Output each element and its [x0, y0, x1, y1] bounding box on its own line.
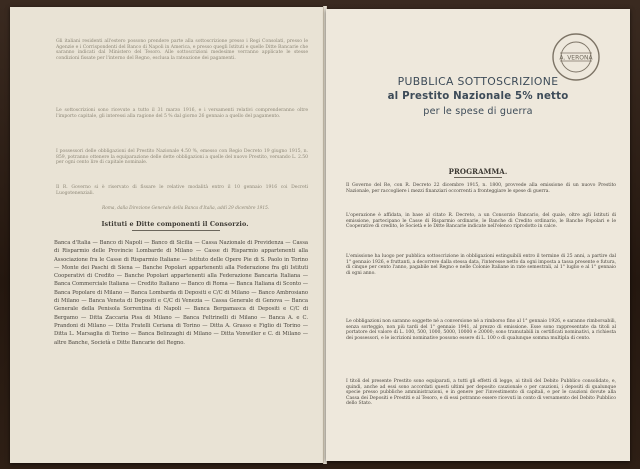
signature-line: Roma, dalla Direzione Generale della Banca d'Italia, addì 29 dicembre 1915. — [102, 206, 270, 211]
document-title: PUBBLICA SOTTOSCRIZIONE — [397, 75, 559, 88]
consortium-members-text: Banca d'Italia — Banco di Napoli — Banco di Sicilia — Cassa Nazionale di Previdenza — Cassa di Risparmio delle Provincie Lombarde di Milano — Casse di Risparmio appartenenti alla Associazione fra le Casse di Risparmio Italiane — Istituto delle Opere Pie di S. Paolo in Torino — Monte dei Paschi di Siena — Banche Popolari appartenenti alla Federazione fra gli Istituti Cooperativi di Credito — Banche Popolari appartenenti alla Federazione Bancaria Italiana — Banca Commerciale Italiana — Credito Italiano — Banco di Roma — Banca Italiana di Sconto — Banca Popolare di Milano — Banca Lombarda di Depositi e C/C di Milano — Banco Ambrosiano di Milano — Banca Veneta di Depositi e C/C di Venezia — Cassa Generale di Genova — Banca Generale della Penisola Sorrentina di Napoli — Banca Bergamasca di Depositi e C/C di Bergamo — Ditta Zaccaria Pisa di Milano — Banca Feltrinelli di Milano — Banca A. e C. Prandoni di Milano — Ditta Fratelli Ceriana di Torino — Ditta A. Grasso e Figlio di Torino — Ditta L. Marsaglia di Torino — Banca Belinzaghi di Milano — Ditta Vonwiller e C. di Milano — altre Banche, Società e Ditte Bancarie del Regno. — [54, 240, 308, 346]
programma-paragraph-5: I titoli del presente Prestito sono equiparati, a tutti gli effetti di legge, ai titoli del Debito Pubblico consolidato, e, quindi, anche ad essi sono accordati questi ultimi per deposito cauzionale o per cauzioni, i depositi di qualunque specie presso pubbliche amministrazioni, e in genere per l'investimento di capitali, e per le cauzioni dovute alla Cassa dei Depositi e Prestiti e al Tesoro, e di essi potranno essere ricevuti in conto di versamento del Debito Pubblico dello Stato. — [346, 379, 616, 407]
government-paragraph: Il R. Governo si è riservato di fissare le relative modalità entro il 10 gennaio 1916 coi Decreti Luogotenenziali. — [56, 185, 308, 196]
programma-underline — [454, 177, 502, 178]
programma-paragraph-4: Le obbligazioni non saranno soggette né a conversione né a rimborso fino al 1° gennaio 1926, e saranno rimborsabili, senza sorteggio, non più tardi del 1° gennaio 1941, al prezzo di emissione. Esse sono rappresentate da titoli al portatore del valore di L. 100, 500, 1000, 5000, 10000 e 20000; sono tramutabili in certificati nominativi, a richiesta dei possessori, e le iscrizioni nominative possono essere di L. 100 o di qualunque somma multipla di cento. — [346, 319, 616, 341]
subscription-deadline-paragraph: Le sottoscrizioni sono ricevute a tutto il 31 marzo 1916, e i versamenti relativi comprenderanno oltre l'importo capitale, gli interessi alla ragione del 5 % dal giorno 26 gennaio a quello del pagamento. — [56, 108, 308, 119]
consortium-heading: Istituti e Ditte componenti il Consorzio. — [101, 220, 249, 228]
conversion-paragraph: I possessori delle obbligazioni del Prestito Nazionale 4.50 %, emesso con Regio Decreto 19 giugno 1915, n. 859, potranno ottenere la equiparazione delle dette obbligazioni a quelle del nuovo Prestito, versando L. 2.50 per ogni cento lire di capitale nominale. — [56, 149, 308, 166]
heading-underline — [132, 230, 220, 231]
left-page — [10, 7, 324, 463]
stamp-text: A. VERONA — [559, 54, 593, 62]
programma-heading: PROGRAMMA. — [448, 167, 508, 176]
programma-paragraph-2: L'operazione è affidata, in base al citato R. Decreto, a un Consorzio Bancario, del quale, oltre agli Istituti di emissione, partecipano le Casse di Risparmio ordinarie, le Banche di Credito ordinario, le Banche Popolari e le Cooperative di credito, le Società e le Ditte Bancarie indicate nell'elenco riprodotto in calce. — [346, 213, 616, 230]
programma-paragraph-1: Il Governo del Re, con R. Decreto 22 dicembre 1915, n. 1800, provvede alla emissione di un nuovo Prestito Nazionale, per raccogliere i mezzi finanziari occorrenti a fronteggiare le spese di guerra. — [346, 183, 616, 194]
right-page — [326, 9, 630, 461]
document-subtitle: al Prestito Nazionale 5% netto — [387, 91, 569, 102]
programma-paragraph-3: L'emissione ha luogo per pubblica sottoscrizione in obbligazioni estinguibili entro il termine di 25 anni, a partire dal 1° gennaio 1926, e fruttanti, a decorrere dalla stessa data, l'interesse netto da ogni imposta a tassa presente e futura, di cinque per cento l'anno, pagabile nel Regno e nelle Colonie Italiane in rate semestrali, al 1° luglio e al 1° gennaio di ogni anno. — [346, 254, 616, 276]
document-subtitle-2: per le spese di guerra — [423, 106, 533, 117]
intro-paragraph: Gli italiani residenti all'estero possono prendere parte alla sottoscrizione presso i Regi Consolati, presso le Agenzie e i Corrispondenti del Banco di Napoli in America, e presso quegli Istituti e quelle Ditte Bancarie che saranno indicati dal Ministero del Tesoro. Alle sottoscrizioni medesime verranno applicate le stesse condizioni fissate per l'interno del Regno, esclusa la rateazione dei pagamenti. — [56, 39, 308, 61]
